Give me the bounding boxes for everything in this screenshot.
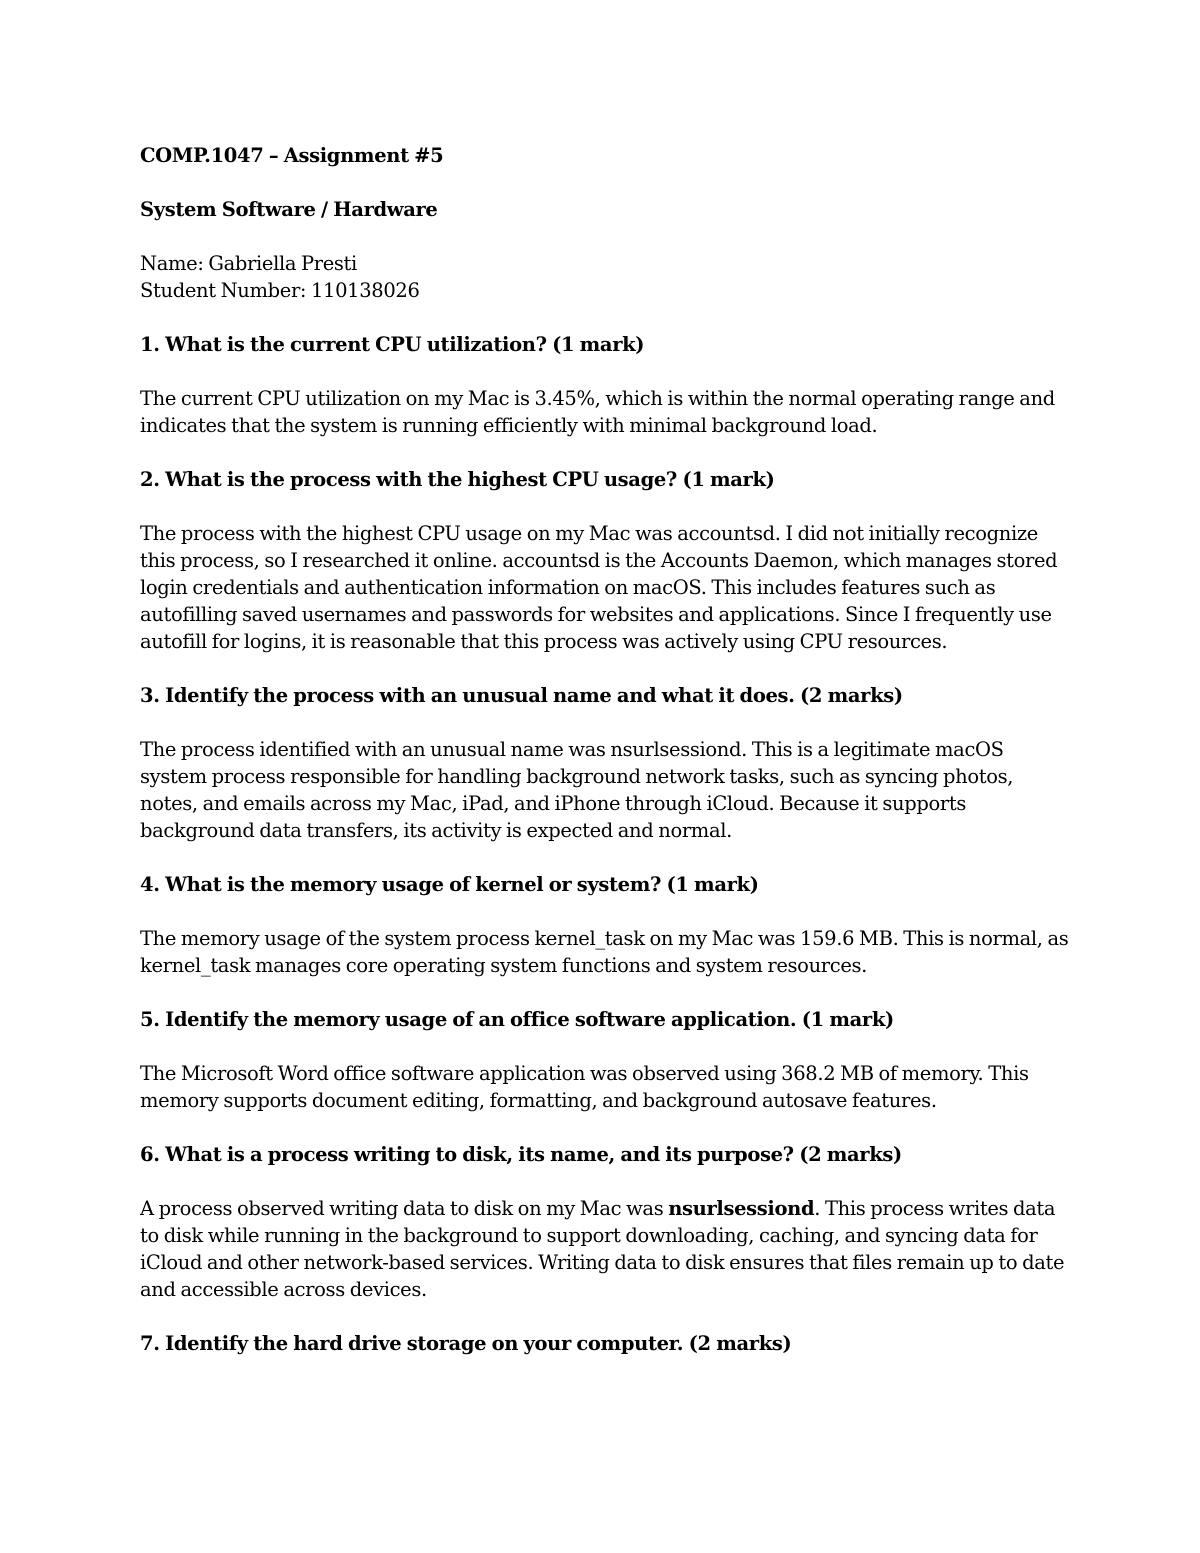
answer-5: The Microsoft Word office software application was observed using 368.2 MB of memory. This memory supports document editing, formatting, and background autosave features. <box>140 1062 1029 1112</box>
answer-6-text-end: . This process writes data to disk while running in the background to support downloading, caching, and syncing data for iCloud and other network-based services. Writing data to disk ensures that files remain up to date and accessible across devices. <box>140 1197 1065 1301</box>
question-6: 6. What is a process writing to disk, its name, and its purpose? (2 marks) <box>140 1143 902 1166</box>
student-info <box>140 250 1070 304</box>
answer-2: The process with the highest CPU usage on my Mac was accountsd. I did not initially recognize this process, so I researched it online. accountsd is the Accounts Daemon, which manages stored login credentials and authentication information on macOS. This includes features such as autofilling saved usernames and passwords for websites and applications. Since I frequently use autofill for logins, it is reasonable that this process was actively using CPU resources. <box>140 522 1058 653</box>
question-2: 2. What is the process with the highest CPU usage? (1 mark) <box>140 468 775 491</box>
document-body <box>140 142 1070 1384</box>
answer-6-process-name: nsurlsessiond <box>668 1197 815 1220</box>
question-7: 7. Identify the hard drive storage on your computer. (2 marks) <box>140 1332 792 1355</box>
question-4: 4. What is the memory usage of kernel or system? (1 mark) <box>140 873 759 896</box>
question-5: 5. Identify the memory usage of an office software application. (1 mark) <box>140 1008 894 1031</box>
document-subtitle: System Software / Hardware <box>140 198 438 221</box>
answer-3: The process identified with an unusual name was nsurlsessiond. This is a legitimate macOS system process responsible for handling background network tasks, such as syncing photos, notes, and emails across my Mac, iPad, and iPhone through iCloud. Because it supports background data transfers, its activity is expected and normal. <box>140 738 1014 842</box>
document-title: COMP.1047 – Assignment #5 <box>140 144 444 167</box>
student-number: Student Number: 110138026 <box>140 279 420 302</box>
answer-6 <box>140 1195 1070 1303</box>
answer-1: The current CPU utilization on my Mac is 3.45%, which is within the normal operating range and indicates that the system is running efficiently with minimal background load. <box>140 387 1055 437</box>
question-3: 3. Identify the process with an unusual name and what it does. (2 marks) <box>140 684 903 707</box>
answer-6-text-start: A process observed writing data to disk on my Mac was <box>140 1197 669 1220</box>
answer-4: The memory usage of the system process kernel_task on my Mac was 159.6 MB. This is normal, as kernel_task manages core operating system functions and system resources. <box>140 927 1069 977</box>
student-name: Name: Gabriella Presti <box>140 252 357 275</box>
question-1: 1. What is the current CPU utilization? (1 mark) <box>140 333 645 356</box>
